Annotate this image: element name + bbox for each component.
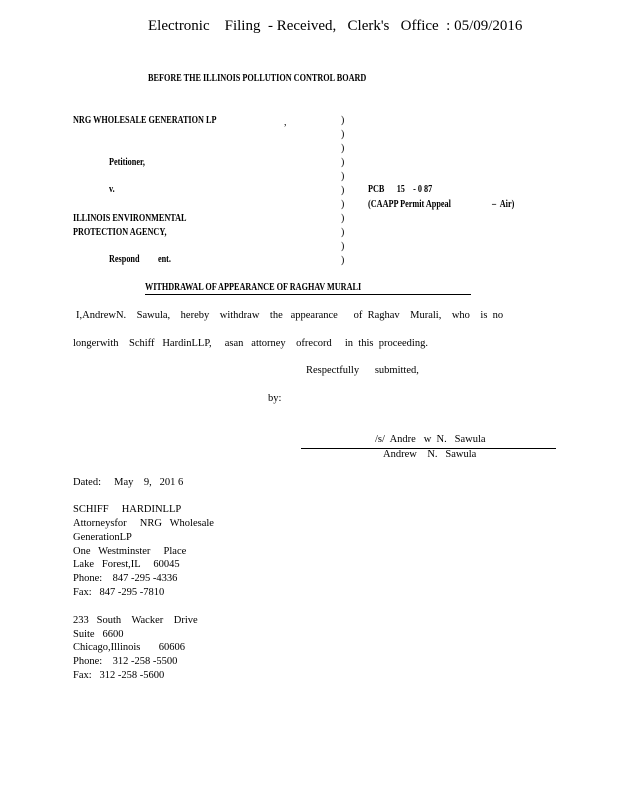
petitioner-name: NRG WHOLESALE GENERATION LP: [73, 115, 217, 126]
date-line: Dated: May 9, 201 6: [73, 477, 184, 488]
versus: v.: [109, 184, 115, 195]
case-type-suffix: – Air): [492, 199, 515, 210]
respondent-label: Respond ent.: [109, 254, 171, 265]
respondent-name-line2: PROTECTION AGENCY,: [73, 227, 167, 238]
paren: ): [341, 241, 345, 252]
petitioner-label: Petitioner,: [109, 157, 145, 168]
case-type: (CAAPP Permit Appeal: [368, 199, 451, 210]
respectfully-submitted: Respectfully submitted,: [306, 365, 419, 376]
chicago-suite: Suite 6600: [73, 629, 124, 640]
paren: ): [341, 199, 345, 210]
firm-name: SCHIFF HARDINLLP: [73, 504, 182, 515]
board-heading: BEFORE THE ILLINOIS POLLUTION CONTROL BOARD: [148, 73, 367, 84]
document-title: WITHDRAWAL OF APPEARANCE OF RAGHAV MURALI: [145, 282, 362, 293]
case-number: PCB 15 - 0 87: [368, 184, 433, 195]
filing-stamp: Electronic Filing - Received, Clerk's Office : 05/09/2016: [148, 18, 523, 34]
paren: ): [341, 143, 345, 154]
signature-slash: /s/ Andre w N. Sawula: [375, 434, 486, 445]
petitioner-comma: ,: [284, 117, 287, 128]
paren: ): [341, 171, 345, 182]
body-line-1: I,AndrewN. Sawula, hereby withdraw the appearance of Raghav Murali, who is no: [76, 310, 504, 321]
by-label: by:: [268, 393, 282, 404]
paren: ): [341, 213, 345, 224]
lake-forest-city: Lake Forest,IL 60045: [73, 559, 180, 570]
paren: ): [341, 185, 345, 196]
chicago-city: Chicago,Illinois 60606: [73, 642, 185, 653]
attorneys-for-line1: Attorneysfor NRG Wholesale: [73, 518, 214, 529]
attorneys-for-line2: GenerationLP: [73, 532, 132, 543]
paren: ): [341, 129, 345, 140]
chicago-phone: Phone: 312 -258 -5500: [73, 656, 178, 667]
paren: ): [341, 227, 345, 238]
chicago-fax: Fax: 312 -258 -5600: [73, 670, 165, 681]
chicago-street: 233 South Wacker Drive: [73, 615, 198, 626]
body-line-2: longerwith Schiff HardinLLP, asan attorney ofrecord in this proceeding.: [73, 338, 428, 349]
paren: ): [341, 115, 345, 126]
paren: ): [341, 157, 345, 168]
title-underline: [145, 294, 471, 295]
respondent-name-line1: ILLINOIS ENVIRONMENTAL: [73, 213, 187, 224]
signer-printed-name: Andrew N. Sawula: [383, 449, 477, 460]
lake-forest-fax: Fax: 847 -295 -7810: [73, 587, 165, 598]
lake-forest-phone: Phone: 847 -295 -4336: [73, 573, 178, 584]
lake-forest-street: One Westminster Place: [73, 546, 187, 557]
paren: ): [341, 255, 345, 266]
